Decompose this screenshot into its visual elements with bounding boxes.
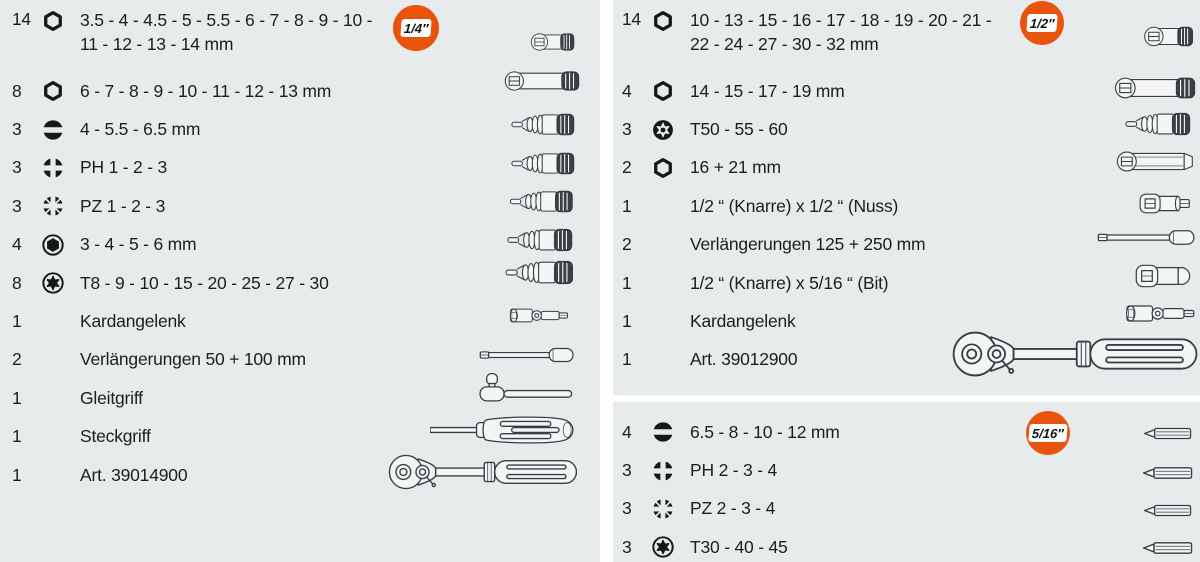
item-qty: 8 (12, 272, 22, 293)
extension-bar-illustration (478, 345, 576, 365)
item-desc: 3 - 4 - 5 - 6 mm (80, 234, 197, 255)
torx-socket-icon (652, 119, 674, 141)
item-qty: 4 (12, 234, 22, 255)
list-item (622, 110, 1200, 148)
item-qty: 3 (12, 157, 22, 178)
torx-bit-illustration (1141, 540, 1195, 556)
sliding-t-handle-illustration (466, 372, 575, 405)
icon-spacer (652, 349, 674, 371)
item-qty: 1 (12, 464, 22, 485)
list-item (622, 451, 1200, 489)
item-desc: PH 1 - 2 - 3 (80, 157, 168, 178)
item-desc: Art. 39014900 (80, 464, 188, 485)
item-desc: T50 - 55 - 60 (690, 119, 788, 140)
bit-socket-slotted-illustration (510, 111, 577, 138)
section-five-sixteenth-inch (613, 402, 1200, 562)
icon-spacer (42, 349, 64, 371)
item-qty: 3 (12, 119, 22, 140)
drive-size-badge-quarter (393, 5, 439, 51)
slotted-bit-illustration (1142, 426, 1194, 441)
item-desc: 1/2 “ (Knarre) x 1/2 “ (Nuss) (690, 195, 899, 216)
pozidriv-drive-icon (42, 195, 64, 217)
item-desc: PH 2 - 3 - 4 (690, 460, 778, 481)
list-item (12, 6, 600, 72)
item-desc: 6 - 7 - 8 - 9 - 10 - 11 - 12 - 13 mm (80, 80, 332, 101)
hex-socket-icon (652, 157, 674, 179)
item-qty: 3 (622, 536, 632, 557)
bit-socket-pozidriv-illustration (508, 188, 576, 215)
list-item (622, 6, 1200, 72)
icon-spacer (42, 464, 64, 486)
badge-label: 1/2″ (1026, 14, 1058, 32)
item-qty: 14 (12, 9, 31, 29)
drive-size-badge-half (1020, 1, 1064, 45)
item-qty: 1 (12, 311, 22, 332)
list-item (622, 413, 1200, 451)
item-desc: 10 - 13 - 15 - 16 - 17 - 18 - 19 - 20 - 21 - 22 - 24 - 27 - 30 - 32 mm (690, 10, 992, 54)
item-desc: 4 - 5.5 - 6.5 mm (80, 119, 201, 140)
item-qty: 3 (622, 460, 632, 481)
ratchet-illustration (948, 328, 1200, 380)
item-desc: Gleitgriff (80, 387, 143, 408)
hex-socket-icon (42, 10, 64, 32)
item-desc: Kardangelenk (690, 311, 796, 332)
icon-spacer (42, 311, 64, 333)
item-qty: 3 (622, 498, 632, 519)
phillips-drive-icon (652, 460, 674, 482)
horizontal-divider (613, 395, 1200, 402)
item-desc: 6.5 - 8 - 10 - 12 mm (690, 421, 840, 442)
universal-joint-illustration (508, 304, 572, 327)
item-desc: 3.5 - 4 - 4.5 - 5 - 5.5 - 6 - 7 - 8 - 9 - 10 - 11 - 12 - 13 - 14 mm (80, 10, 373, 54)
item-desc: 16 + 21 mm (690, 157, 781, 178)
phillips-drive-icon (42, 157, 64, 179)
torx-icon (42, 272, 64, 294)
badge-label: 5/16″ (1029, 424, 1068, 442)
item-desc: PZ 1 - 2 - 3 (80, 195, 166, 216)
slotted-drive-icon (42, 119, 64, 141)
hex-bit-icon (42, 234, 64, 256)
icon-spacer (42, 426, 64, 448)
item-qty: 1 (622, 272, 632, 293)
pozidriv-bit-illustration (1142, 503, 1194, 518)
icon-spacer (652, 311, 674, 333)
hex-socket-icon (42, 80, 64, 102)
phillips-bit-illustration (1141, 465, 1195, 481)
pozidriv-drive-icon (652, 498, 674, 520)
item-qty: 4 (622, 80, 632, 101)
bit-socket-torx-illustration (1124, 110, 1193, 138)
item-desc: PZ 2 - 3 - 4 (690, 498, 776, 519)
item-desc: 14 - 15 - 17 - 19 mm (690, 80, 845, 101)
item-desc: Art. 39012900 (690, 349, 798, 370)
bit-socket-hex-illustration (506, 226, 575, 254)
list-item (622, 264, 1200, 302)
item-desc: Verlängerungen 50 + 100 mm (80, 349, 306, 370)
item-qty: 2 (12, 349, 22, 370)
item-desc: Steckgriff (80, 426, 151, 447)
bit-socket-phillips-illustration (510, 150, 577, 177)
item-qty: 1 (12, 426, 22, 447)
drive-size-badge-five-sixteenth (1026, 411, 1070, 455)
item-qty: 14 (622, 9, 641, 29)
item-qty: 2 (622, 157, 632, 178)
item-qty: 1 (622, 349, 632, 370)
short-socket-illustration (1141, 23, 1195, 50)
vertical-divider (600, 0, 613, 562)
item-desc: T8 - 9 - 10 - 15 - 20 - 25 - 27 - 30 (80, 272, 329, 293)
bit-adapter-illustration (1134, 263, 1195, 289)
item-desc: 1/2 “ (Knarre) x 5/16 “ (Bit) (690, 272, 889, 293)
item-desc: T30 - 40 - 45 (690, 536, 788, 557)
icon-spacer (652, 195, 674, 217)
ratchet-illustration (385, 452, 580, 492)
item-qty: 4 (622, 421, 632, 442)
item-qty: 1 (622, 311, 632, 332)
hex-socket-icon (652, 80, 674, 102)
list-item (622, 528, 1200, 562)
icon-spacer (652, 234, 674, 256)
item-desc: Kardangelenk (80, 311, 186, 332)
screwdriver-handle-illustration (430, 412, 577, 448)
item-qty: 8 (12, 80, 22, 101)
item-qty: 3 (12, 195, 22, 216)
item-qty: 3 (622, 119, 632, 140)
hex-socket-icon (652, 10, 674, 32)
adapter-illustration (1138, 192, 1195, 215)
torx-icon (652, 536, 674, 558)
deep-socket-illustration (1114, 148, 1195, 175)
badge-label: 1/4″ (400, 19, 432, 37)
icon-spacer (652, 272, 674, 294)
item-qty: 1 (12, 387, 22, 408)
item-qty: 1 (622, 195, 632, 216)
deep-socket-illustration (502, 68, 580, 94)
list-item (622, 187, 1200, 225)
extension-bar-illustration (1096, 227, 1197, 248)
bit-socket-torx-illustration (504, 258, 576, 287)
slotted-drive-icon (652, 421, 674, 443)
item-qty: 2 (622, 234, 632, 255)
list-item (622, 490, 1200, 528)
item-desc: Verlängerungen 125 + 250 mm (690, 234, 926, 255)
deep-socket-illustration (1112, 74, 1196, 102)
icon-spacer (42, 387, 64, 409)
universal-joint-illustration (1124, 300, 1199, 327)
short-socket-illustration (528, 30, 576, 54)
